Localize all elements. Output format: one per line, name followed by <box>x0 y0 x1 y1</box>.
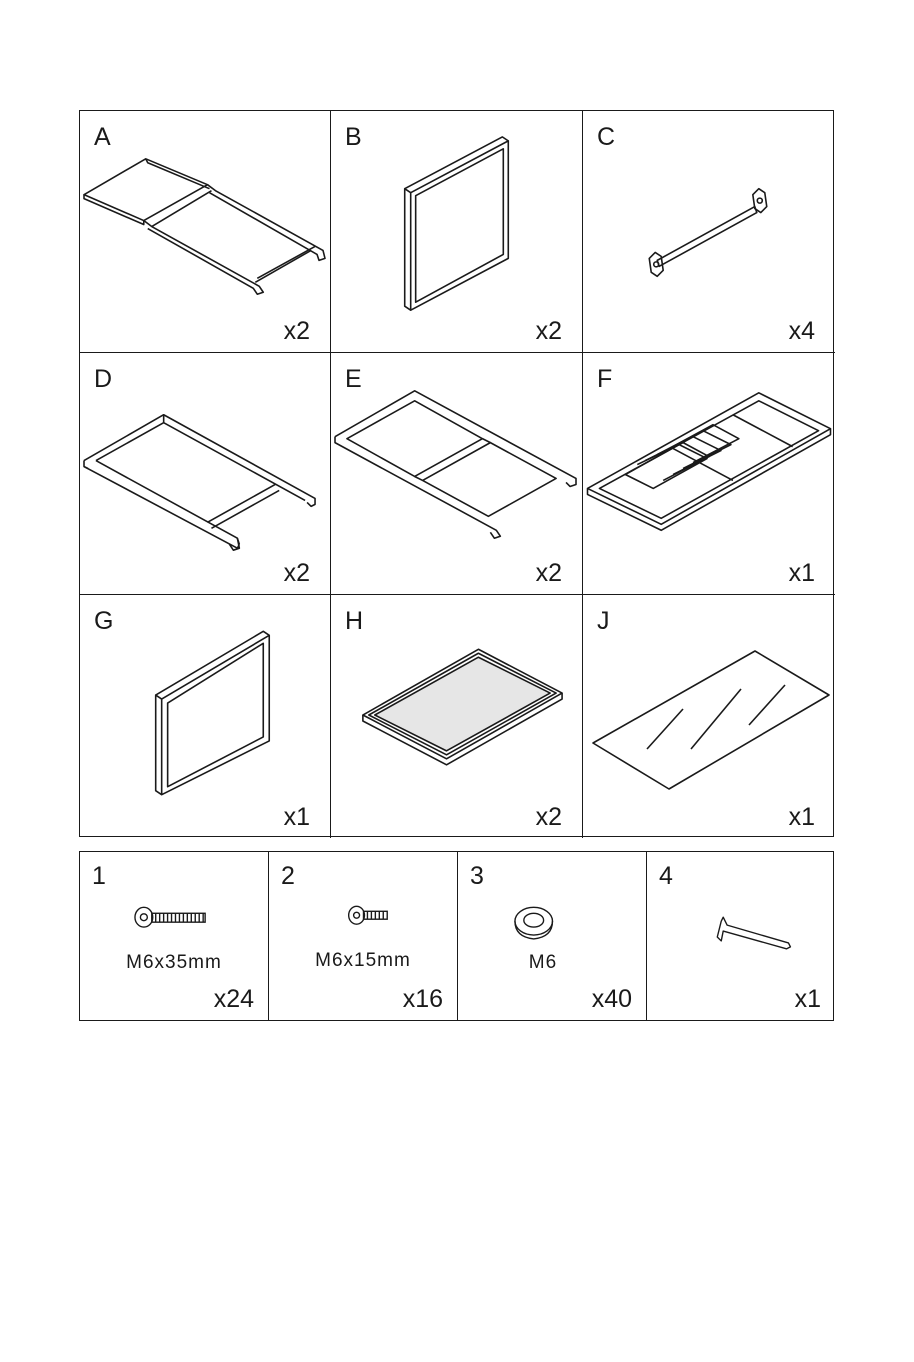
side-frame-icon <box>80 353 330 594</box>
bar-icon <box>583 111 835 352</box>
part-letter: F <box>597 365 613 393</box>
hardware-quantity: x16 <box>402 985 443 1013</box>
bench-frame-icon <box>80 111 330 352</box>
square-frame-icon <box>331 111 582 352</box>
hardware-cell-2 <box>269 852 458 1020</box>
part-cell-b <box>331 111 583 353</box>
slatted-frame-icon <box>583 353 835 594</box>
part-cell-h <box>331 595 583 838</box>
part-quantity: x1 <box>788 803 815 831</box>
part-letter: A <box>94 123 111 151</box>
hardware-cell-4 <box>647 852 835 1020</box>
part-letter: G <box>94 607 114 635</box>
glass-panel-icon <box>583 595 835 838</box>
part-quantity: x2 <box>535 803 562 831</box>
hardware-size-label: M6 <box>528 952 558 973</box>
part-letter: B <box>345 123 362 151</box>
part-cell-f <box>583 353 835 595</box>
part-quantity: x1 <box>283 803 310 831</box>
grid-frame-icon <box>331 353 582 594</box>
hardware-cell-1 <box>80 852 269 1020</box>
part-quantity: x4 <box>788 317 815 345</box>
part-cell-j <box>583 595 835 838</box>
hardware-size-label: M6x15mm <box>315 950 411 971</box>
part-quantity: x2 <box>283 559 310 587</box>
parts-grid <box>79 110 834 837</box>
part-quantity: x1 <box>788 559 815 587</box>
part-letter: J <box>597 607 610 635</box>
hardware-number: 4 <box>659 862 673 890</box>
part-cell-c <box>583 111 835 353</box>
part-quantity: x2 <box>535 559 562 587</box>
part-quantity: x2 <box>283 317 310 345</box>
part-quantity: x2 <box>535 317 562 345</box>
part-letter: E <box>345 365 362 393</box>
hardware-number: 3 <box>470 862 484 890</box>
part-letter: C <box>597 123 616 151</box>
part-cell-d <box>80 353 331 595</box>
hardware-size-label: M6x35mm <box>126 952 222 973</box>
hardware-number: 1 <box>92 862 106 890</box>
hardware-quantity: x24 <box>213 985 254 1013</box>
hardware-number: 2 <box>281 862 295 890</box>
part-cell-a <box>80 111 331 353</box>
hardware-quantity: x1 <box>794 985 821 1013</box>
hardware-grid <box>79 851 834 1021</box>
part-letter: D <box>94 365 113 393</box>
hardware-cell-3 <box>458 852 647 1020</box>
part-letter: H <box>345 607 364 635</box>
part-cell-e <box>331 353 583 595</box>
tray-icon <box>331 595 582 838</box>
part-cell-g <box>80 595 331 838</box>
hardware-quantity: x40 <box>591 985 632 1013</box>
rect-frame-icon <box>80 595 330 838</box>
